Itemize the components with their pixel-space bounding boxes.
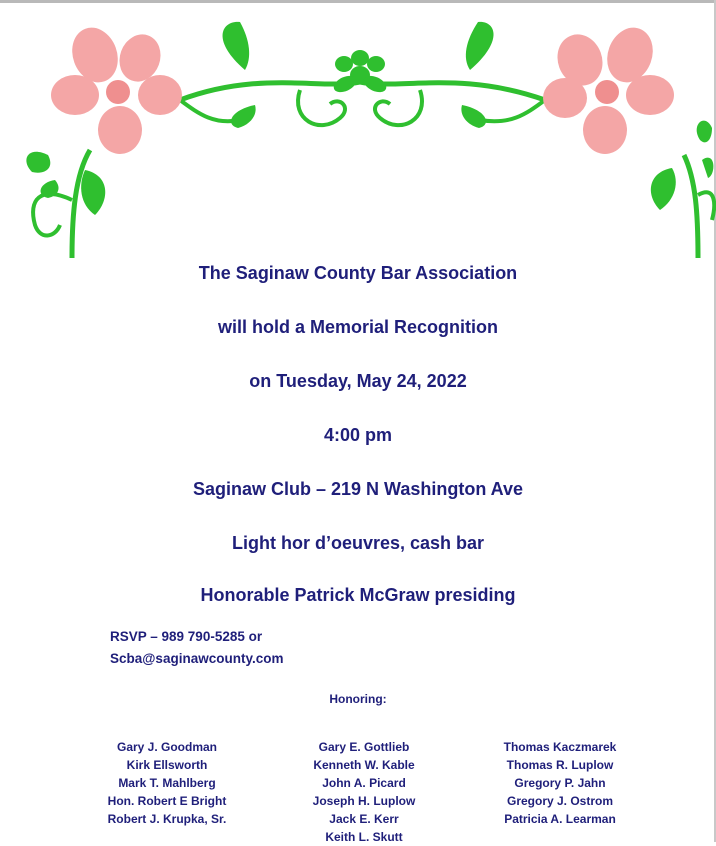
- honoree-name: Keith L. Skutt: [325, 830, 403, 844]
- refreshments-line: Light hor d’oeuvres, cash bar: [231, 533, 485, 553]
- honoree-name: Gary E. Gottlieb: [318, 740, 410, 754]
- honoree-name: Jack E. Kerr: [329, 812, 399, 826]
- honoree-name: Robert J. Krupka, Sr.: [107, 812, 227, 826]
- honoree-column-2: [264, 738, 464, 846]
- honoree-column-3: [460, 738, 660, 828]
- rsvp-phone: RSVP – 989 790-5285 or: [110, 629, 263, 644]
- honoree-name: Hon. Robert E Bright: [107, 794, 227, 808]
- honoree-name: Kenneth W. Kable: [313, 758, 415, 772]
- date-line: on Tuesday, May 24, 2022: [249, 371, 467, 391]
- time-line: 4:00 pm: [323, 425, 393, 445]
- honoree-name: Patricia A. Learman: [504, 812, 616, 826]
- org-line: The Saginaw County Bar Association: [198, 263, 518, 283]
- honoree-name: Gary J. Goodman: [116, 740, 218, 754]
- purpose-line: will hold a Memorial Recognition: [217, 317, 499, 337]
- honoree-name: John A. Picard: [322, 776, 406, 790]
- honoree-name: Thomas R. Luplow: [506, 758, 614, 772]
- honoree-name: Joseph H. Luplow: [312, 794, 416, 808]
- honoring-heading: Honoring:: [329, 692, 387, 706]
- honoree-name: Mark T. Mahlberg: [118, 776, 216, 790]
- venue-line: Saginaw Club – 219 N Washington Ave: [192, 479, 524, 499]
- honoree-column-1: [67, 738, 267, 828]
- honoree-name: Thomas Kaczmarek: [503, 740, 617, 754]
- floral-garland-icon: [0, 0, 716, 270]
- honoree-name: Kirk Ellsworth: [126, 758, 208, 772]
- presiding-line: Honorable Patrick McGraw presiding: [200, 585, 516, 605]
- rsvp-email[interactable]: Scba@saginawcounty.com: [110, 651, 284, 666]
- honoree-name: Gregory P. Jahn: [514, 776, 606, 790]
- honoree-name: Gregory J. Ostrom: [506, 794, 614, 808]
